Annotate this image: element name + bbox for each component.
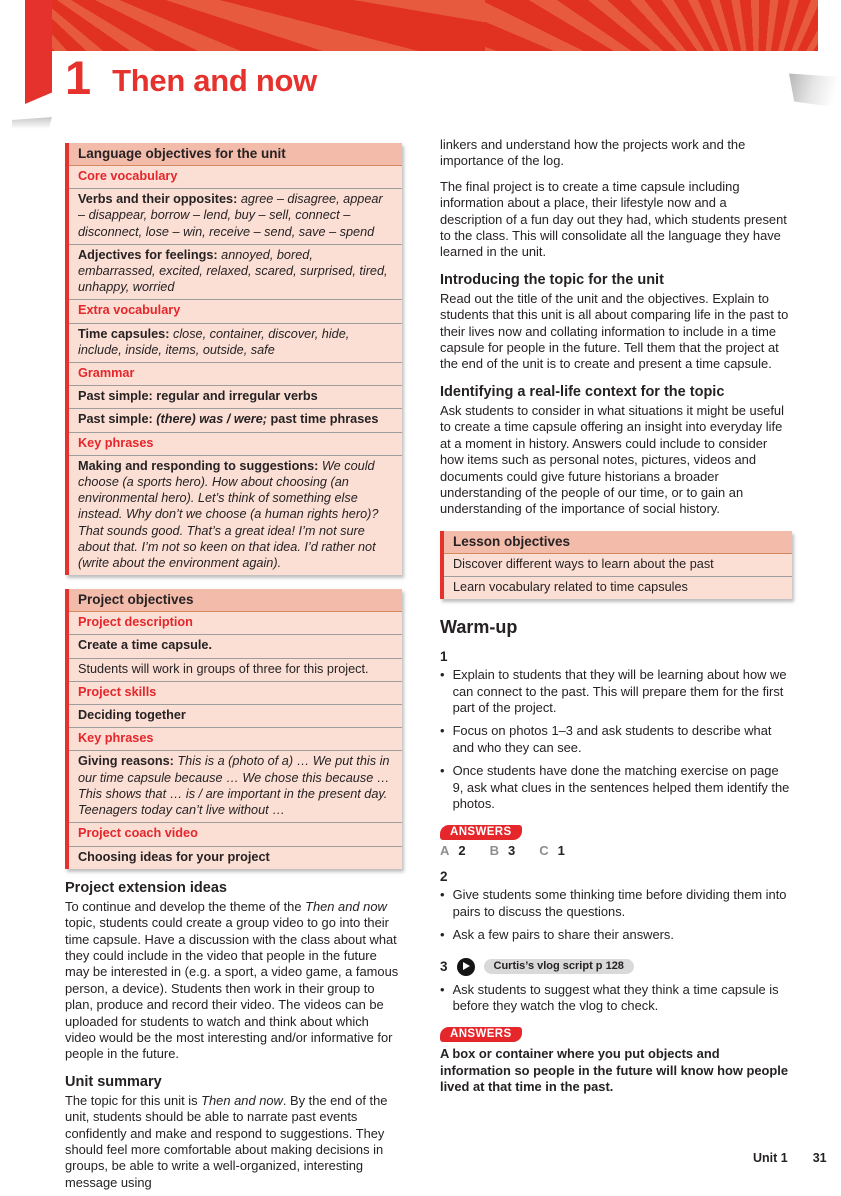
continued-paragraph-1: linkers and understand how the projects work and the importance of the log. (440, 137, 746, 169)
unit-header (65, 51, 317, 104)
left-column (65, 143, 402, 1196)
banner-left-bar (25, 0, 52, 104)
paragraph-text: The topic for this unit is (65, 1092, 202, 1108)
entry-lead: Adjectives for feelings: (78, 247, 218, 262)
row-create-time-capsule (69, 635, 402, 658)
bullet-dot (440, 927, 445, 943)
row-making-suggestions (69, 456, 402, 575)
entry-lead: Past simple: (78, 412, 153, 427)
entry-items: close, container, discover, hide, include, inside, items, outside, safe (78, 326, 350, 357)
spacer (65, 575, 402, 589)
subhead-label: Project skills (78, 684, 157, 699)
entry-items: This is a (photo of a) … We put this in our time capsule because … We chose this because … This shows that … is / are important in the present day. Teenagers today can’t live without … (78, 754, 390, 818)
language-objectives-box (65, 143, 402, 575)
entry-items: agree – disagree, appear – disappear, borrow – lend, buy – sell, connect – disconnect, lose – win, receive – send, save – spend (78, 192, 383, 239)
step-3-row (440, 958, 792, 976)
bullet-dot (440, 887, 445, 920)
answer-value: 1 (557, 843, 565, 859)
subhead-grammar (69, 363, 402, 386)
subhead-project-coach-video (69, 823, 402, 846)
page-curl-shadow-right (789, 72, 841, 108)
entry-bold: Past simple: regular and irregular verbs (78, 389, 318, 404)
subhead-label: Project coach video (78, 826, 198, 841)
lesson-objective-row (444, 554, 792, 577)
bullet-dot (440, 982, 445, 1015)
subhead-extra-vocabulary (69, 300, 402, 323)
row-adjectives-feelings (69, 245, 402, 301)
introducing-paragraph: Read out the title of the unit and the objectives. Explain to students that this unit is all about comparing life in the past to their lives now and collating information to include in a time capsule for people in the future. Tell them that the project at the end of the unit is to create and present a time capsule. (440, 290, 789, 372)
step-2-bullet (440, 927, 792, 943)
subhead-key-phrases (69, 433, 402, 456)
footer-unit-label: Unit 1 (753, 1151, 788, 1165)
answers-text: A box or container where you put objects and information so people in the future will know how people lived at that time in the past. (440, 1046, 789, 1095)
entry-plain: Students will work in groups of three for this project. (78, 661, 369, 676)
entry-items: annoyed, bored, embarrassed, excited, relaxed, scared, surprised, tired, unhappy, worried (78, 247, 388, 295)
row-giving-reasons (69, 751, 402, 823)
bullet-text: Ask a few pairs to share their answers. (452, 927, 674, 943)
bullet-dot (440, 763, 445, 812)
subhead-label: Extra vocabulary (78, 303, 181, 318)
lesson-objective-row (444, 577, 792, 599)
subhead-label: Project description (78, 615, 193, 630)
warmup-heading: Warm-up (440, 617, 518, 638)
lesson-objectives-title: Lesson objectives (444, 531, 792, 554)
unit-number: 1 (65, 51, 91, 104)
row-time-capsules (69, 324, 402, 363)
entry-items: We could choose (a sports hero). How about choosing (an environmental hero). Let’s think of something else instead. Why don’t we choose (a human rights hero)? That sounds good. That’s a great idea! I’m not sure about that. I’m not so keen on that idea. I’d rather not (write about the environment again). (78, 458, 379, 571)
bullet-dot (440, 723, 445, 756)
step-1-bullet (440, 763, 792, 812)
step-1-number: 1 (440, 649, 448, 665)
language-objectives-title: Language objectives for the unit (69, 143, 402, 166)
bullet-text: Focus on photos 1–3 and ask students to describe what and who they can see. (452, 723, 772, 755)
bullet-text: Explain to students that they will be learning about how we can connect to the past. This will prepare them for the first part of the project. (452, 667, 787, 715)
entry-tail: past time phrases (270, 412, 379, 427)
subhead-project-description (69, 612, 402, 635)
page-footer (753, 1151, 827, 1165)
answers-badge: ANSWERS (440, 1027, 522, 1042)
answers-badge: ANSWERS (440, 825, 522, 840)
introducing-heading: Introducing the topic for the unit (440, 271, 664, 288)
step-2-number: 2 (440, 869, 448, 885)
row-past-simple-verbs (69, 386, 402, 409)
vlog-script-resource-pill[interactable]: Curtis’s vlog script p 128 (484, 959, 634, 974)
subhead-key-phrases-project (69, 728, 402, 751)
project-objectives-box (65, 589, 402, 868)
bullet-text: Once students have done the matching exercise on page 9, ask what clues in the sentences helped them identify the photos. (452, 763, 790, 811)
row-verbs-opposites (69, 189, 402, 245)
continued-paragraph-2: The final project is to create a time capsule including information about a place, their lifestyle now and a description of a fun day out they had, which students present to the class. This will consolidate all the language they have learned in the unit. (440, 178, 787, 260)
banner-artwork (25, 0, 818, 51)
lesson-objective-text: Discover different ways to learn about the past (453, 556, 714, 571)
bullet-text: Give students some thinking time before dividing them into pairs to discuss the questions. (452, 887, 787, 919)
paragraph-italic: Then and now (305, 898, 387, 914)
row-choosing-ideas (69, 847, 402, 869)
paragraph-italic: Then and now (201, 1092, 283, 1108)
paragraph-text: . By the end of the unit, students should be able to narrate past events confidently and make and respond to suggestions. They should feel more comfortable about making decisions in groups, be able to write a well-organized, interesting message using (65, 1092, 388, 1190)
row-deciding-together (69, 705, 402, 728)
paragraph-text: To continue and develop the theme of the (65, 898, 306, 914)
step-1-bullet (440, 667, 792, 716)
extension-heading: Project extension ideas (65, 879, 227, 896)
right-column (440, 137, 792, 1096)
answer-label: C (539, 843, 549, 859)
page-curl-shadow-left (12, 117, 52, 129)
subhead-label: Core vocabulary (78, 169, 178, 183)
subhead-label: Grammar (78, 366, 135, 381)
entry-bold: Deciding together (78, 708, 186, 723)
answers-key-row (440, 843, 792, 858)
unit-summary-paragraph (65, 1093, 402, 1191)
answer-value: 2 (458, 843, 466, 859)
step-1-bullet (440, 723, 792, 756)
identifying-heading: Identifying a real-life context for the topic (440, 383, 725, 400)
lesson-objectives-box (440, 531, 792, 599)
subhead-core-vocabulary (69, 166, 402, 189)
entry-bold-italic: (there) was / were; (156, 412, 267, 427)
answer-value: 3 (508, 843, 516, 859)
answer-label: A (440, 843, 450, 859)
step-3-bullet (440, 982, 792, 1015)
answer-label: B (489, 843, 500, 859)
identifying-paragraph: Ask students to consider in what situations it might be useful to create a time capsule offering an insight into everyday life at a moment in history. Answers could include to consider how items such as personal notes, pictures, videos and documents could give future historians a broader understanding of the people of our time, or to gain an understanding of the importance of social history. (440, 402, 784, 517)
subhead-project-skills (69, 682, 402, 705)
entry-lead: Time capsules: (78, 326, 170, 341)
entry-bold: Choosing ideas for your project (78, 849, 270, 864)
paragraph-text: topic, students could create a group video to go into their time capsule. Have a discussion with the class about what they could include in the video that people in the future may be interested in (e.g. a sport, a video game, a famous person, a device). Students then work in their group to plan, produce and record their video. The videos can be uploaded for students to watch and think about which video would be the most interesting and/or informative for people in the future. (65, 915, 399, 1062)
entry-lead: Verbs and their opposites: (78, 192, 238, 207)
entry-bold: Create a time capsule. (78, 638, 212, 653)
footer-page-number: 31 (812, 1151, 827, 1165)
entry-lead: Giving reasons: (78, 754, 174, 769)
entry-lead: Making and responding to suggestions: (78, 458, 319, 473)
step-3-number: 3 (440, 959, 448, 975)
subhead-label: Key phrases (78, 435, 154, 450)
lesson-objective-text: Learn vocabulary related to time capsules (453, 579, 688, 594)
project-objectives-title: Project objectives (69, 589, 402, 612)
subhead-label: Key phrases (78, 731, 154, 746)
bullet-dot (440, 667, 445, 716)
bullet-text: Ask students to suggest what they think a time capsule is before they watch the vlog to check. (452, 981, 779, 1013)
play-icon[interactable] (457, 958, 475, 976)
step-2-bullet (440, 887, 792, 920)
row-past-simple-was-were (69, 409, 402, 432)
unit-summary-heading: Unit summary (65, 1073, 162, 1090)
extension-paragraph (65, 899, 402, 1063)
row-groups-of-three (69, 659, 402, 682)
unit-title: Then and now (112, 63, 317, 98)
